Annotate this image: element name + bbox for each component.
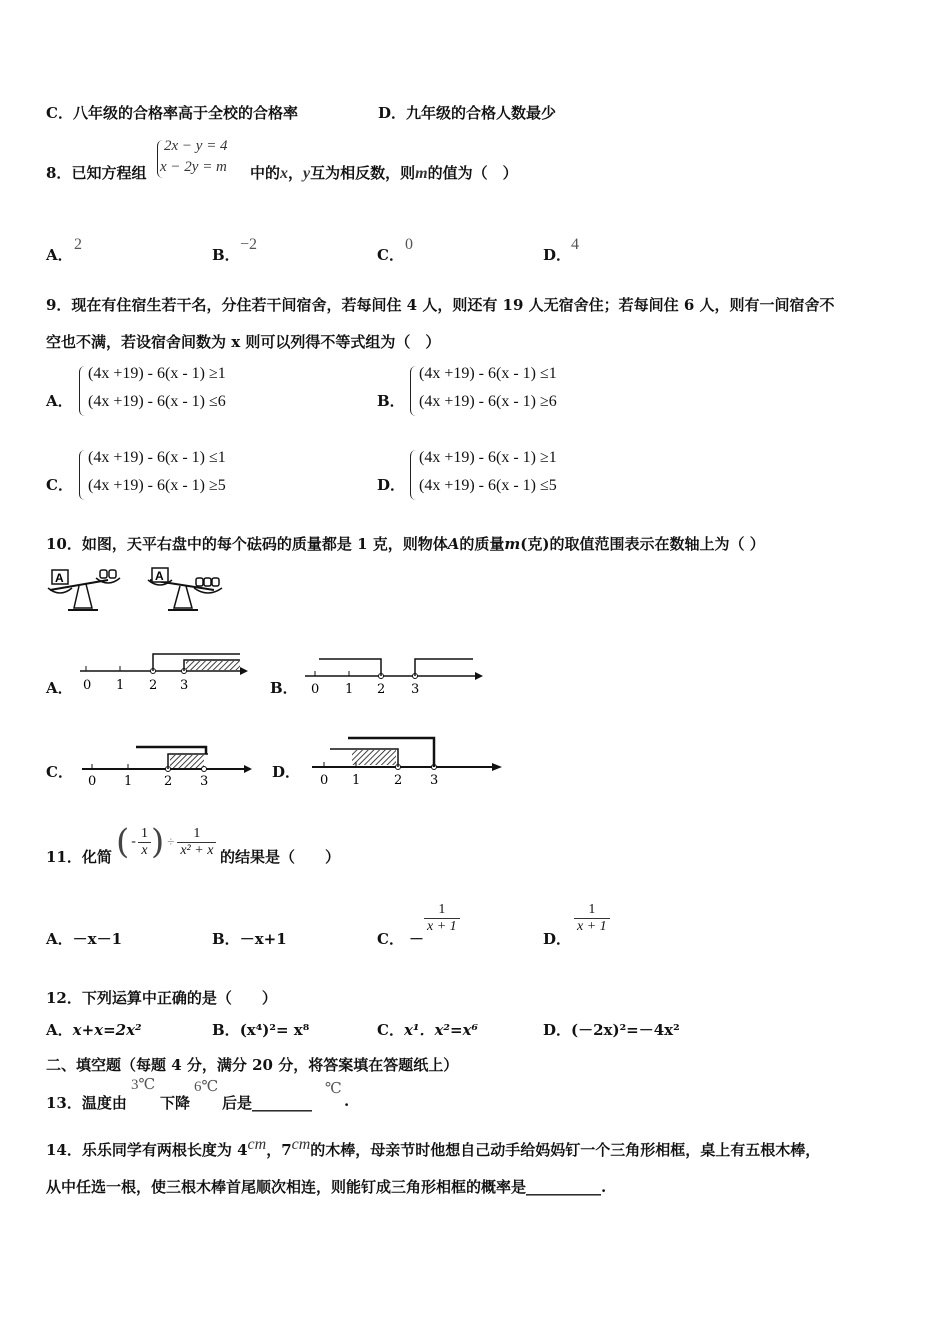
balance-scale-1 [46,566,126,618]
numerator: 1 [193,825,201,841]
q13-prefix: 13．温度由 [46,1094,127,1112]
tick-label: 1 [352,773,361,788]
range-bracket [415,659,473,676]
option-label: A． [46,1021,73,1039]
tick-label: 1 [124,774,133,789]
denominator: x² + x [177,842,216,859]
q11-option-c-label: C． [377,930,404,948]
q8-option-c [377,244,404,265]
text: 后是 [222,1094,253,1112]
text: 互为相反数，则 [310,164,416,182]
var-m: m [415,165,428,182]
overlap-hatch [352,750,396,765]
numerator: 1 [588,902,596,917]
minus-sign: － [409,930,425,948]
option-label: C． [377,1021,404,1039]
option-text: 九年级的合格人数最少 [406,104,557,122]
q8-number-prefix [46,162,146,183]
q12-stem: 12．下列运算中正确的是（ ） [46,989,277,1007]
option-label: C． [377,246,404,264]
text: 的质量 [459,535,505,553]
number-line-a [80,650,250,696]
option-label: D． [543,246,572,264]
text: 的值为（ ） [427,164,518,182]
text: 中的 [250,164,281,182]
arrow-icon [475,672,483,680]
q10-option-d-label: D． [272,763,301,781]
q11-expression [116,820,216,864]
option-brace [79,366,86,416]
q14-line-2: 从中任选一根，使三根木棒首尾顺次相连，则能钉成三角形相框的概率是__________. [46,1178,607,1196]
q11-option-a [46,928,122,949]
q11-suffix: 的结果是（ ） [220,848,341,866]
text: 的木棒，母亲节时他想自己动手给妈妈钉一个三角形相框，桌上有五根木棒， [310,1141,821,1159]
option-brace [79,450,86,500]
denominator: x + 1 [424,918,460,935]
range-bracket [136,747,206,754]
q13-temp-1: 3℃ [131,1077,156,1093]
q12-option-d [543,1019,680,1040]
numerator: 1 [140,825,148,841]
tick-label: 1 [116,678,125,693]
q13-mid: 下降 [160,1094,191,1112]
q13-temp-2: 6℃ [194,1079,219,1095]
arrow-icon [492,763,502,771]
option-label: D． [378,104,407,122]
weight [212,578,219,586]
q13-end: . [344,1092,350,1110]
option-label: B． [212,930,240,948]
q8-equation-2: x − 2y = m [160,159,227,175]
text: ， [288,164,304,182]
option-label: D． [543,1021,572,1039]
q11-option-d-label: D． [543,930,572,948]
right-paren: ) [150,822,165,862]
number-line-b [305,655,485,699]
q14-line-1 [46,1136,821,1160]
tick-label: 0 [88,774,97,789]
tick-label: 3 [200,774,209,789]
question-text: 已知方程组 [71,164,147,182]
option-value: －x－1 [72,930,123,948]
option-value: x+x=2x² [72,1021,142,1039]
var-m: m [504,535,521,553]
denominator: x + 1 [574,918,610,935]
weight [100,570,107,578]
q7-option-d [378,102,556,123]
q9-option-d-line-2: (4x +19) - 6(x - 1) ≤5 [419,477,557,494]
tick-label: 2 [164,774,173,789]
text: ，7 [266,1141,292,1159]
q12-option-b [212,1019,309,1040]
q10-stem [46,533,765,554]
tick-label: 1 [345,682,354,697]
numerator: 1 [438,902,446,917]
q9-option-d-label: D． [377,476,406,494]
q10-option-c-label: C． [46,763,73,781]
denominator: x [138,842,150,859]
option-label: B． [212,246,240,264]
q8-option-d-value: 4 [571,236,579,253]
minus-sign: - [131,834,136,849]
q9-stem-line-1: 9．现在有住宿生若干名，分住若干间宿舍，若每间住 4 人，则还有 19 人无宿舍住；若每间住 6 人，则有一间宿舍不 [46,296,835,314]
tick-label: 2 [377,682,386,697]
option-label: C． [46,104,73,122]
q8-option-b-value: −2 [240,236,258,253]
var-x: x [280,165,289,182]
q8-option-a [46,244,73,265]
q8-option-a-value: 2 [74,236,82,253]
q11-option-d-fraction [574,902,610,935]
range-bracket [319,659,381,676]
object-label: A [55,571,64,585]
q9-option-a-line-2: (4x +19) - 6(x - 1) ≤6 [88,393,226,410]
q13-unit: ℃ [325,1081,342,1097]
q11-option-b [212,928,287,949]
q9-option-c-line-1: (4x +19) - 6(x - 1) ≤1 [88,449,226,466]
var-a: A [447,535,460,553]
option-text: 八年级的合格率高于全校的合格率 [72,104,298,122]
balance-stand [174,586,192,608]
balance-scale-2 [146,566,226,618]
fraction-1 [138,826,151,859]
left-paren: ( [116,822,130,862]
option-label: A． [46,246,73,264]
weight [109,570,116,578]
option-value: (－2x)²=－4x² [571,1021,680,1039]
q8-option-b [212,244,240,265]
text: (克)的取值范围表示在数轴上为（ ） [520,535,765,553]
divide-sign: ÷ [167,834,175,849]
tick-label: 0 [83,678,92,693]
number-line-d [312,732,512,786]
overlap-hatch [186,661,240,670]
option-value: x¹．x²=x⁶ [403,1021,479,1039]
section-2-title: 二、填空题（每题 4 分，满分 20 分，将答案填在答题纸上） [46,1056,459,1074]
q9-option-b-line-2: (4x +19) - 6(x - 1) ≥6 [419,393,557,410]
tick-label: 2 [149,678,158,693]
q13-after [222,1092,312,1113]
option-value: (x⁴)²= x⁸ [239,1021,310,1039]
var-y: y [303,165,311,182]
balance-stand [74,584,92,608]
text: 14．乐乐同学有两根长度为 4 [46,1141,248,1159]
answer-blank: ________ [252,1094,313,1112]
q9-option-c-line-2: (4x +19) - 6(x - 1) ≥5 [88,477,226,494]
q8-equation-1: 2x − y = 4 [164,138,228,154]
tick-label: 2 [394,773,403,788]
q8-option-d [543,244,571,265]
tick-label: 3 [430,773,439,788]
object-label: A [155,569,164,583]
option-label: A． [46,930,73,948]
fraction-2 [177,826,216,859]
overlap-hatch [170,755,204,768]
q10-option-b-label: B． [270,679,298,697]
arrow-icon [240,667,248,675]
number-line-c [82,740,262,789]
weight [204,578,211,586]
q9-option-d-line-1: (4x +19) - 6(x - 1) ≥1 [419,449,557,466]
q9-option-b-label: B． [377,392,405,410]
fraction [574,902,610,935]
tick-label: 3 [411,682,420,697]
tick-label: 0 [320,773,329,788]
option-value: －x+1 [239,930,287,948]
q9-option-c-label: C． [46,476,73,494]
q11-prefix: 11．化简 [46,848,112,866]
option-brace [410,450,417,500]
arrow-icon [244,765,252,773]
text: 10．如图，天平右盘中的每个砝码的质量都是 1 克，则物体 [46,535,448,553]
unit-cm: cm [291,1136,311,1153]
fraction [424,902,460,935]
q9-stem-line-2: 空也不满，若设宿舍间数为 x 则可以列得不等式组为（ ） [46,333,441,351]
weight [196,578,203,586]
tick-label: 0 [311,682,320,697]
q8-option-c-value: 0 [405,236,413,253]
q12-option-a [46,1019,142,1040]
q9-option-a-line-1: (4x +19) - 6(x - 1) ≥1 [88,365,226,382]
option-label: B． [212,1021,240,1039]
q9-option-b-line-1: (4x +19) - 6(x - 1) ≤1 [419,365,557,382]
unit-cm: cm [247,1136,267,1153]
q10-option-a-label: A． [46,679,73,697]
q11-option-c-fraction [424,902,460,935]
q7-option-c [46,102,298,123]
q8-stem-rest [250,162,518,183]
option-brace [410,366,417,416]
question-number: 8． [46,164,72,182]
tick-label: 3 [180,678,189,693]
q12-option-c [377,1019,478,1040]
q9-option-a-label: A． [46,392,73,410]
